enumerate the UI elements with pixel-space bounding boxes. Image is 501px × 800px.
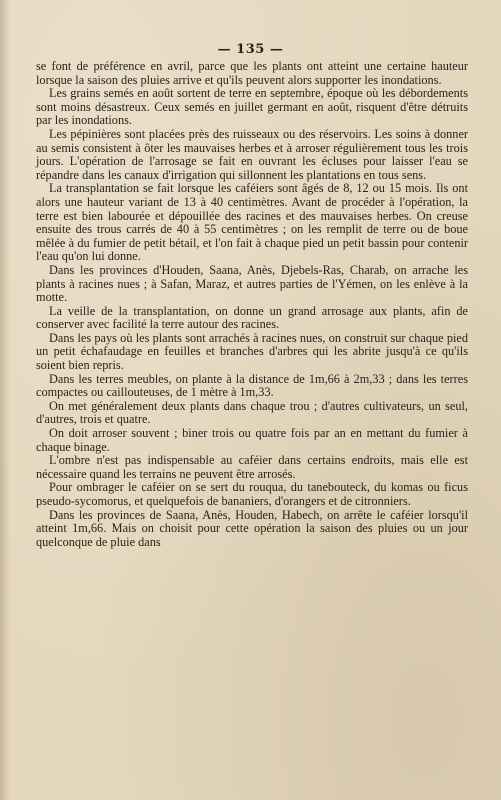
paragraph: La veille de la transplantation, on donne un grand arrosage aux plants, afin de conserver avec facilité la terre autour des racines. [36,303,468,332]
paragraph: Pour ombrager le caféier on se sert du rouqua, du tanebouteck, du komas ou ficus pseudo-sycomorus, et quelquefois de bananiers, d'orangers et de citronniers. [36,480,468,508]
paragraph: Dans les pays où les plants sont arrachés à racines nues, on construit sur chaque pied un petit échafaudage en feuilles et branches d'arbres qui les abrite jusqu'à ce qu'ils soient bien repris. [36,330,468,373]
paragraph: se font de préférence en avril, parce que les plants ont atteint une certaine hauteur lorsque la saison des pluies arrive et qu'ils peuvent alors supporter les inondations. [36,59,468,87]
paragraph: On doit arroser souvent ; biner trois ou quatre fois par an en mettant du fumier à chaque binage. [36,426,468,454]
paragraph: Dans les provinces d'Houden, Saana, Anès, Djebels-Ras, Charab, on arrache les plants à racines nues ; à Safan, Maraz, et autres parties de l'Yémen, on les enlève à la motte. [36,262,468,305]
paragraph: Dans les provinces de Saana, Anès, Houden, Habech, on arrête le caféier lorsqu'il atteint 1m,66. Mais on choisit pour cette opération la saison des pluies ou un jour quelconque de pluie dans [36,507,468,549]
paragraph: On met généralement deux plants dans chaque trou ; d'autres cultivateurs, un seul, d'autres, trois et quatre. [36,398,468,427]
page-number: — 135 — [217,42,284,57]
paragraph: Les pépinières sont placées près des ruisseaux ou des réservoirs. Les soins à donner au semis consistent à ôter les mauvaises herbes et à arroser régulièrement tous les trois jours. L'opération de l'arrosage se fait en ouvrant les écluses pour laisser l'eau se répandre dans les canaux d'irrigation qui sillonnent les plantations en tous sens. [36,126,468,182]
paragraph: La transplantation se fait lorsque les caféiers sont âgés de 8, 12 ou 15 mois. Ils ont alors une hauteur variant de 13 à 40 centimètres. Avant de procéder à l'opération, la terre est bien labourée et dépouillée des racines et des mauvaises herbes. On creuse ensuite des trous carrés de 40 à 55 centimètres ; on les remplit de terre ou de boue mêlée à du fumier de petit bétail, et l'on fait à chaque pied un petit bassin pour contenir l'eau qu'on lui donne. [36,181,468,264]
page-body [36,60,468,549]
paragraph: Les grains semés en août sortent de terre en septembre, époque où les débordements sont moins désastreux. Ceux semés en juillet germant en août, risquent d'être détruits par les inondations. [36,86,468,128]
paragraph: L'ombre n'est pas indispensable au caféier dans certains endroits, mais elle est nécessaire quand les terrains ne peuvent être arrosés. [36,453,468,481]
paragraph: Dans les terres meubles, on plante à la distance de 1m,66 à 2m,33 ; dans les terres compactes ou caillouteuses, de 1 mètre à 1m,33. [36,371,468,400]
page-spine-shadow [0,0,10,800]
